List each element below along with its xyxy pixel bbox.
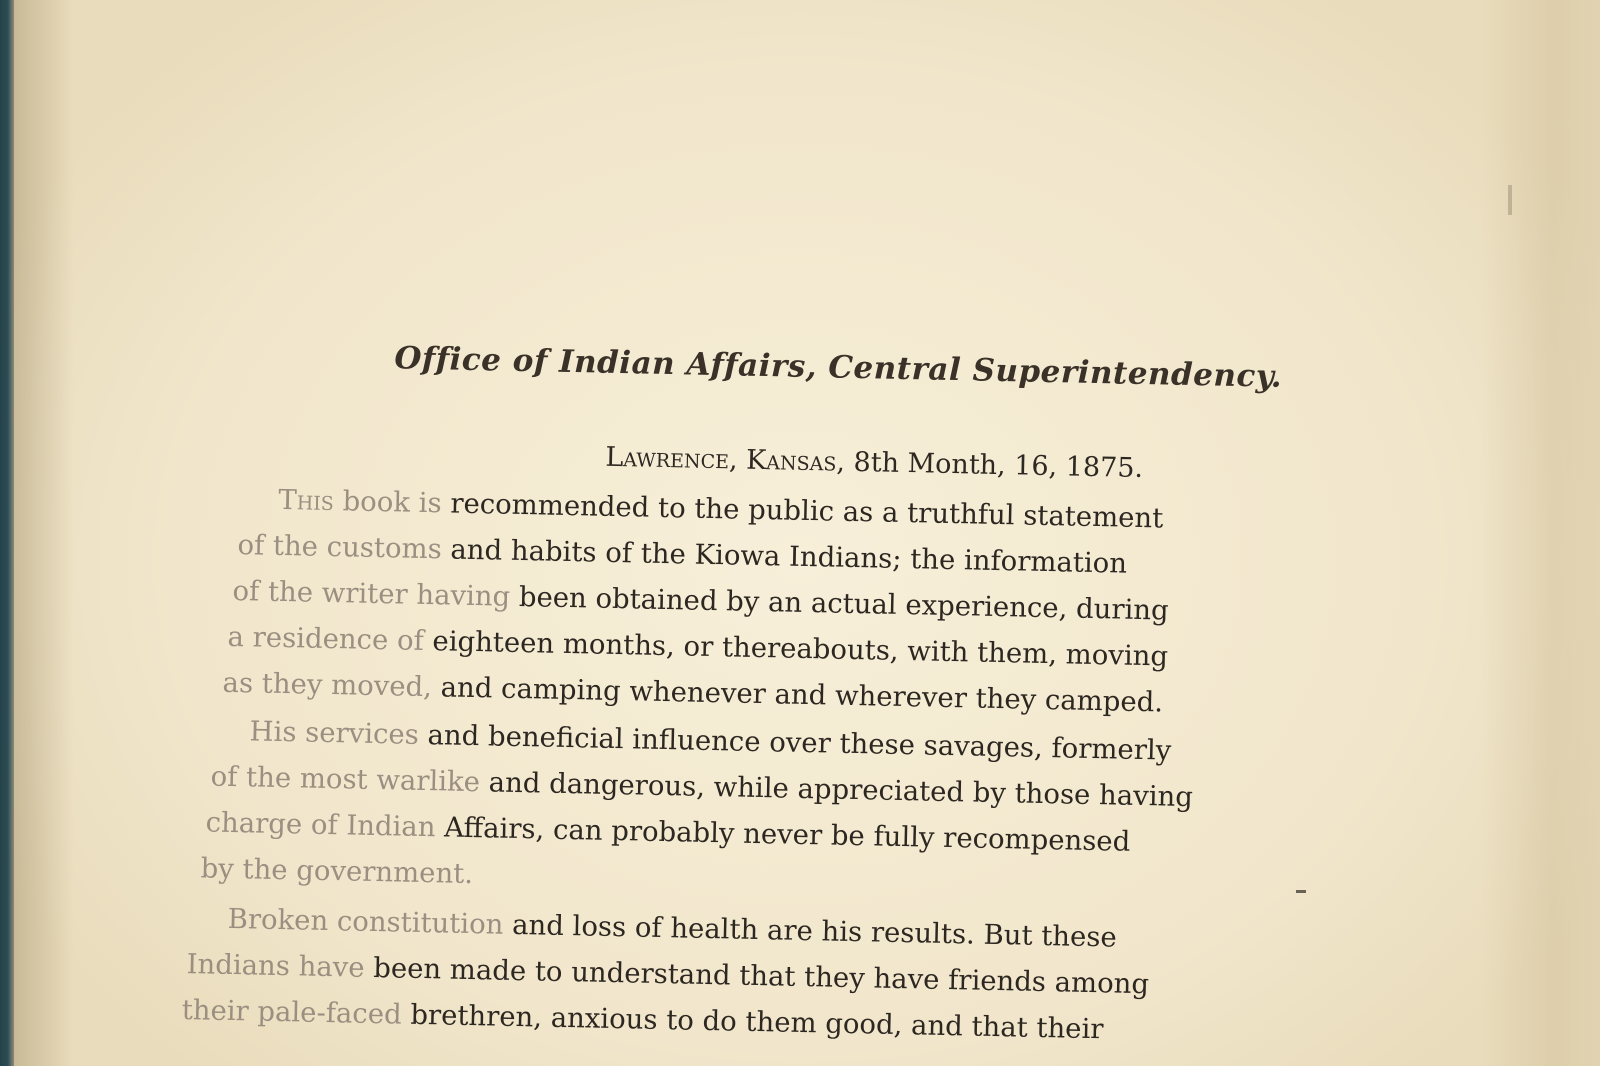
line-text: recommended to the public as a truthful statement <box>441 487 1164 535</box>
page-edge-mark <box>1508 185 1512 215</box>
line-faded-part: as they moved, <box>222 666 433 704</box>
line-text: and camping whenever and wherever they camped. <box>431 671 1164 719</box>
line-text: and habits of the Kiowa Indians; the information <box>441 533 1128 580</box>
lead-word: This <box>278 483 335 518</box>
line-faded-part: a residence of <box>227 620 425 657</box>
line-faded-part: book is <box>333 485 442 520</box>
line-faded-part: their pale-faced <box>181 993 402 1031</box>
line-faded-part: Indians have <box>186 948 365 984</box>
book-spine-edge <box>0 0 14 1066</box>
dateline-date: 8th Month, 16, 1875. <box>853 446 1144 484</box>
line-faded-part: of the writer having <box>232 574 511 613</box>
spine-shadow <box>14 0 74 1066</box>
line-text: been made to understand that they have friends among <box>364 951 1150 1001</box>
line-text: eighteen months, or thereabouts, with them, moving <box>423 624 1169 673</box>
line-text: brethren, anxious to do them good, and that their <box>401 998 1104 1046</box>
line-faded-part: by the government. <box>200 852 474 891</box>
line-text: and beneficial influence over these savages, formerly <box>418 718 1172 767</box>
line-faded-part: of the most warlike <box>210 760 481 799</box>
line-faded-part: charge of Indian <box>205 806 436 844</box>
line-text: Affairs, can probably never be fully recompensed <box>435 811 1131 858</box>
paragraph-line <box>200 852 473 890</box>
dateline-place: Lawrence, Kansas, <box>605 441 846 478</box>
line-text: been obtained by an actual experience, during <box>509 580 1170 627</box>
line-text: and dangerous, while appreciated by those having <box>479 766 1194 814</box>
line-faded-part: His services <box>249 715 420 751</box>
line-text: and loss of health are his results. But these <box>503 908 1118 954</box>
line-faded-part: of the customs <box>237 529 443 566</box>
margin-mark <box>1296 890 1306 893</box>
page-heading: Office of Indian Affairs, Central Superintendency. <box>394 340 1283 395</box>
page-curl-shadow <box>1480 0 1600 1066</box>
line-faded-part: Broken constitution <box>227 902 504 941</box>
